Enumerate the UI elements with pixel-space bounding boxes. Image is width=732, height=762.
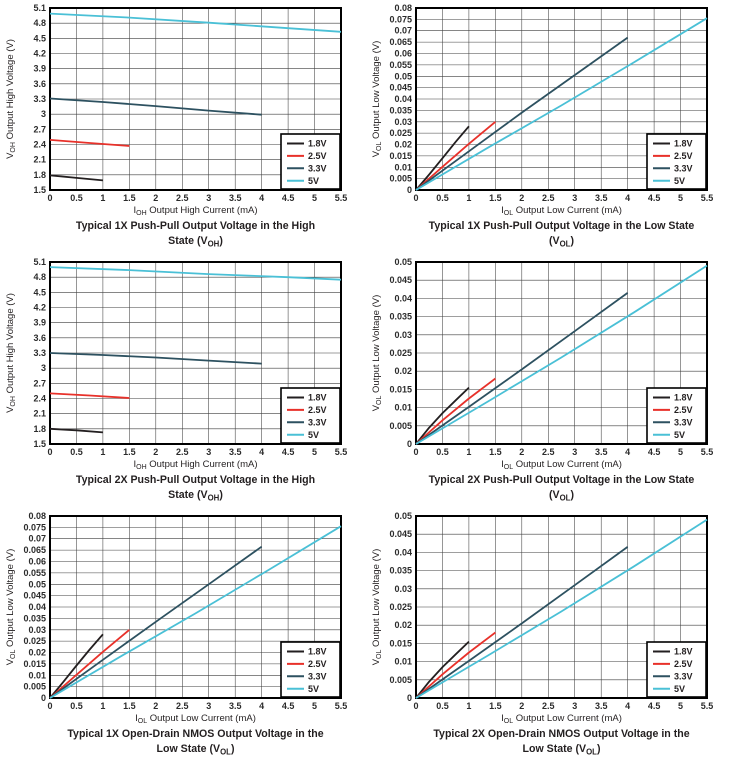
x-tick-label: 1	[466, 193, 472, 203]
y-tick-label: 0.08	[394, 3, 412, 13]
y-tick-label: 0.05	[394, 71, 412, 82]
x-tick-label: 1	[100, 447, 106, 457]
y-axis-label: $V_{OL}$ Output Low Voltage (V)	[371, 40, 384, 158]
x-tick-label: 0.5	[436, 447, 449, 457]
legend-label: 5V	[674, 683, 686, 694]
chart-title-line-2: $(V_{OL})$	[549, 235, 574, 249]
x-tick-label: 4	[625, 447, 631, 457]
y-tick-label: 0.045	[23, 590, 46, 601]
legend-label: 3.3V	[308, 671, 327, 682]
x-tick-label: 5.5	[700, 447, 714, 457]
y-tick-label: 0.055	[23, 567, 46, 578]
y-tick-label: 0.045	[389, 82, 412, 93]
x-tick-label: 4	[259, 193, 265, 203]
y-tick-label: 0.03	[394, 583, 412, 594]
x-tick-label: 2	[519, 193, 525, 203]
y-tick-label: 0.03	[28, 624, 46, 635]
y-tick-label: 0.025	[389, 602, 412, 612]
y-tick-label: 1.8	[33, 423, 46, 434]
x-tick-label: 5	[311, 193, 318, 203]
legend-label: 5V	[308, 683, 320, 694]
y-tick-label: 0.03	[394, 116, 412, 127]
x-tick-label: 1	[100, 701, 106, 711]
legend	[647, 388, 706, 443]
y-tick-label: 0.04	[28, 602, 46, 612]
y-tick-label: 2.4	[33, 139, 46, 150]
x-tick-label: 5	[677, 447, 684, 457]
y-tick-label: 0.08	[28, 511, 46, 521]
chart-2x-push-pull-high-state	[0, 254, 366, 508]
x-tick-label: 4	[259, 447, 265, 457]
y-tick-label: 0	[40, 693, 46, 703]
x-tick-label: 0.5	[70, 447, 83, 457]
x-tick-label: 2	[519, 701, 525, 711]
x-axis-label: $I_{OL}$ Output Low Current (mA)	[501, 205, 622, 218]
y-tick-label: 0.02	[394, 620, 412, 631]
y-tick-label: 4.8	[33, 18, 46, 29]
chart-1x-push-pull-low-state-svg	[366, 0, 732, 254]
x-tick-label: 5	[311, 447, 318, 457]
chart-title-line-1: Typical 1X Push-Pull Output Voltage in the High	[75, 220, 316, 232]
chart-1x-push-pull-high-state-svg	[0, 0, 366, 254]
y-tick-label: 0.065	[23, 545, 46, 556]
y-tick-label: 0.01	[394, 402, 412, 413]
x-tick-label: 5	[677, 193, 684, 203]
series-line-5v	[50, 14, 341, 32]
x-tick-label: 3	[572, 193, 578, 203]
y-tick-label: 3.9	[33, 317, 46, 328]
y-tick-label: 0.005	[23, 681, 46, 692]
y-tick-label: 5.1	[33, 3, 46, 13]
legend-label: 3.3V	[674, 163, 693, 174]
legend	[281, 642, 340, 697]
legend-label: 1.8V	[308, 646, 327, 657]
x-tick-label: 4.5	[281, 193, 295, 203]
x-tick-label: 2	[153, 447, 159, 457]
y-tick-label: 0.035	[389, 311, 412, 322]
chart-1x-push-pull-high-state	[0, 0, 366, 254]
y-tick-label: 0.065	[389, 37, 412, 48]
x-tick-label: 0	[413, 447, 419, 457]
chart-title-line-1: Typical 1X Push-Pull Output Voltage in the Low State	[428, 220, 695, 232]
y-tick-label: 1.8	[33, 169, 46, 180]
x-tick-label: 4.5	[281, 447, 295, 457]
y-tick-label: 0.025	[23, 636, 46, 647]
y-tick-label: 0.01	[394, 656, 412, 667]
y-axis-label: $V_{OL}$ Output Low Voltage (V)	[371, 294, 384, 412]
y-tick-label: 0.035	[389, 565, 412, 576]
y-tick-label: 4.5	[33, 33, 46, 44]
legend	[647, 134, 706, 189]
legend-label: 5V	[308, 429, 320, 440]
legend-label: 2.5V	[308, 659, 327, 670]
y-tick-label: 0.075	[389, 14, 412, 25]
series-line-5v	[50, 267, 341, 280]
x-tick-label: 1.5	[123, 193, 136, 203]
x-tick-label: 0	[413, 193, 419, 203]
y-tick-label: 0.015	[389, 384, 412, 395]
legend-label: 5V	[308, 175, 320, 186]
x-tick-label: 0.5	[436, 701, 449, 711]
x-tick-label: 4	[259, 701, 265, 711]
legend	[281, 134, 340, 189]
x-tick-label: 1.5	[489, 447, 502, 457]
y-tick-label: 4.8	[33, 272, 46, 283]
x-tick-label: 1.5	[123, 701, 136, 711]
x-tick-label: 3.5	[228, 447, 242, 457]
y-tick-label: 4.2	[33, 48, 46, 59]
y-tick-label: 2.7	[33, 124, 46, 135]
chart-title-line-2: Low State $(V_{OL})$	[156, 743, 235, 757]
y-tick-label: 0	[406, 185, 412, 195]
legend-label: 2.5V	[674, 151, 693, 162]
legend-label: 1.8V	[674, 392, 693, 403]
x-tick-label: 2.5	[176, 701, 189, 711]
y-tick-label: 3.3	[33, 348, 46, 358]
chart-2x-open-drain-nmos-low-state	[366, 508, 732, 762]
chart-title-line-1: Typical 2X Push-Pull Output Voltage in the Low State	[428, 474, 695, 486]
chart-title-line-2: Low State $(V_{OL})$	[522, 743, 601, 757]
chart-title-line-2: $(V_{OL})$	[549, 489, 574, 503]
y-tick-label: 3.6	[33, 332, 46, 343]
y-tick-label: 1.5	[33, 185, 46, 195]
y-tick-label: 0.045	[389, 529, 412, 540]
y-tick-label: 0.07	[394, 25, 412, 36]
legend-label: 2.5V	[674, 659, 693, 670]
y-tick-label: 0	[406, 693, 412, 703]
y-tick-label: 0.04	[394, 547, 412, 558]
y-tick-label: 3	[40, 109, 46, 120]
x-axis-label: $I_{OL}$ Output Low Current (mA)	[135, 713, 256, 726]
y-tick-label: 0.01	[394, 162, 412, 173]
y-tick-label: 0.06	[28, 556, 46, 567]
legend-label: 3.3V	[308, 163, 327, 174]
y-axis-label: $V_{OL}$ Output Low Voltage (V)	[5, 548, 18, 666]
chart-2x-open-drain-nmos-low-state-svg	[366, 508, 732, 762]
x-tick-label: 2.5	[542, 701, 555, 711]
x-tick-label: 5.5	[700, 701, 714, 711]
chart-2x-push-pull-low-state-svg	[366, 254, 732, 508]
x-tick-label: 5.5	[334, 447, 348, 457]
x-tick-label: 2.5	[176, 447, 189, 457]
y-tick-label: 0.05	[394, 511, 412, 521]
legend-label: 1.8V	[308, 392, 327, 403]
y-tick-label: 0.005	[389, 420, 412, 431]
x-tick-label: 2.5	[176, 193, 189, 203]
y-tick-label: 0.03	[394, 329, 412, 340]
x-tick-label: 4	[625, 701, 631, 711]
y-tick-label: 0.005	[389, 674, 412, 685]
chart-1x-open-drain-nmos-low-state	[0, 508, 366, 762]
legend-label: 1.8V	[674, 646, 693, 657]
chart-1x-open-drain-nmos-low-state-svg	[0, 508, 366, 762]
y-tick-label: 0.045	[389, 275, 412, 286]
y-tick-label: 5.1	[33, 257, 46, 267]
x-tick-label: 3	[206, 701, 212, 711]
y-tick-label: 3.6	[33, 78, 46, 89]
legend-label: 2.5V	[308, 151, 327, 162]
x-tick-label: 1	[466, 447, 472, 457]
x-axis-label: $I_{OH}$ Output High Current (mA)	[133, 205, 258, 218]
y-tick-label: 0.015	[23, 658, 46, 669]
chart-1x-push-pull-low-state	[366, 0, 732, 254]
x-axis-label: $I_{OH}$ Output High Current (mA)	[133, 459, 258, 472]
series-line-2.5v	[416, 633, 495, 699]
y-tick-label: 0.035	[389, 105, 412, 116]
x-tick-label: 3.5	[228, 701, 242, 711]
x-tick-label: 1.5	[489, 701, 502, 711]
y-tick-label: 0.04	[394, 293, 412, 304]
y-tick-label: 0.025	[389, 348, 412, 358]
y-tick-label: 0.015	[389, 638, 412, 649]
y-tick-label: 0.05	[28, 579, 46, 590]
chart-title-line-2: State $(V_{OH})$	[168, 489, 223, 503]
legend	[281, 388, 340, 443]
y-tick-label: 2.4	[33, 393, 46, 404]
y-tick-label: 0.005	[389, 173, 412, 184]
y-tick-label: 0.015	[389, 150, 412, 161]
x-tick-label: 2.5	[542, 447, 555, 457]
x-tick-label: 3	[206, 193, 212, 203]
x-tick-label: 5	[311, 701, 318, 711]
legend-label: 2.5V	[308, 405, 327, 416]
y-tick-label: 3.9	[33, 63, 46, 74]
x-tick-label: 4.5	[281, 701, 295, 711]
x-tick-label: 4.5	[647, 193, 661, 203]
x-tick-label: 0.5	[70, 701, 83, 711]
x-tick-label: 5.5	[700, 193, 714, 203]
y-tick-label: 2.1	[33, 154, 46, 165]
x-tick-label: 4	[625, 193, 631, 203]
x-tick-label: 3.5	[594, 701, 608, 711]
x-tick-label: 1.5	[489, 193, 502, 203]
y-tick-label: 3.3	[33, 94, 46, 104]
y-tick-label: 4.2	[33, 302, 46, 313]
series-line-2.5v	[416, 379, 495, 445]
x-tick-label: 3	[572, 447, 578, 457]
legend-label: 3.3V	[308, 417, 327, 428]
x-tick-label: 1	[466, 701, 472, 711]
y-tick-label: 0.075	[23, 522, 46, 533]
x-tick-label: 1.5	[123, 447, 136, 457]
x-tick-label: 5.5	[334, 701, 348, 711]
y-tick-label: 0.04	[394, 94, 412, 104]
x-tick-label: 5	[677, 701, 684, 711]
y-tick-label: 0.02	[394, 366, 412, 377]
x-tick-label: 0.5	[70, 193, 83, 203]
y-tick-label: 3	[40, 363, 46, 374]
x-tick-label: 3.5	[594, 193, 608, 203]
x-tick-label: 4.5	[647, 447, 661, 457]
x-tick-label: 5.5	[334, 193, 348, 203]
chart-title-line-1: Typical 2X Open-Drain NMOS Output Voltage in the	[433, 728, 690, 740]
x-tick-label: 3.5	[594, 447, 608, 457]
chart-title-line-2: State $(V_{OH})$	[168, 235, 223, 249]
chart-2x-push-pull-high-state-svg	[0, 254, 366, 508]
y-axis-label: $V_{OH}$ Output High Voltage (V)	[5, 293, 18, 413]
y-tick-label: 2.1	[33, 408, 46, 419]
y-tick-label: 0.01	[28, 670, 46, 681]
x-tick-label: 3.5	[228, 193, 242, 203]
legend-label: 2.5V	[674, 405, 693, 416]
x-tick-label: 0	[47, 447, 53, 457]
legend-label: 1.8V	[674, 138, 693, 149]
x-tick-label: 2	[519, 447, 525, 457]
y-tick-label: 0	[406, 439, 412, 449]
legend	[647, 642, 706, 697]
x-tick-label: 0.5	[436, 193, 449, 203]
chart-2x-push-pull-low-state	[366, 254, 732, 508]
x-axis-label: $I_{OL}$ Output Low Current (mA)	[501, 459, 622, 472]
y-tick-label: 0.05	[394, 257, 412, 267]
y-tick-label: 2.7	[33, 378, 46, 389]
y-tick-label: 0.02	[28, 647, 46, 658]
x-tick-label: 2	[153, 193, 159, 203]
x-tick-label: 4.5	[647, 701, 661, 711]
y-axis-label: $V_{OL}$ Output Low Voltage (V)	[371, 548, 384, 666]
y-tick-label: 4.5	[33, 287, 46, 298]
x-tick-label: 2.5	[542, 193, 555, 203]
y-tick-label: 0.055	[389, 59, 412, 70]
y-tick-label: 0.07	[28, 533, 46, 544]
legend-label: 1.8V	[308, 138, 327, 149]
y-tick-label: 0.035	[23, 613, 46, 624]
series-line-2.5v	[50, 140, 129, 146]
y-axis-label: $V_{OH}$ Output High Voltage (V)	[5, 39, 18, 159]
x-tick-label: 0	[47, 701, 53, 711]
y-tick-label: 0.02	[394, 139, 412, 150]
legend-label: 5V	[674, 175, 686, 186]
x-tick-label: 3	[572, 701, 578, 711]
x-tick-label: 0	[413, 701, 419, 711]
x-tick-label: 0	[47, 193, 53, 203]
legend-label: 3.3V	[674, 417, 693, 428]
y-tick-label: 1.5	[33, 439, 46, 449]
legend-label: 5V	[674, 429, 686, 440]
x-tick-label: 3	[206, 447, 212, 457]
legend-label: 3.3V	[674, 671, 693, 682]
y-tick-label: 0.06	[394, 48, 412, 59]
series-line-2.5v	[50, 393, 129, 398]
x-tick-label: 1	[100, 193, 106, 203]
x-tick-label: 2	[153, 701, 159, 711]
chart-title-line-1: Typical 2X Push-Pull Output Voltage in the High	[75, 474, 316, 486]
chart-title-line-1: Typical 1X Open-Drain NMOS Output Voltage in the	[67, 728, 324, 740]
y-tick-label: 0.025	[389, 128, 412, 139]
x-axis-label: $I_{OL}$ Output Low Current (mA)	[501, 713, 622, 726]
